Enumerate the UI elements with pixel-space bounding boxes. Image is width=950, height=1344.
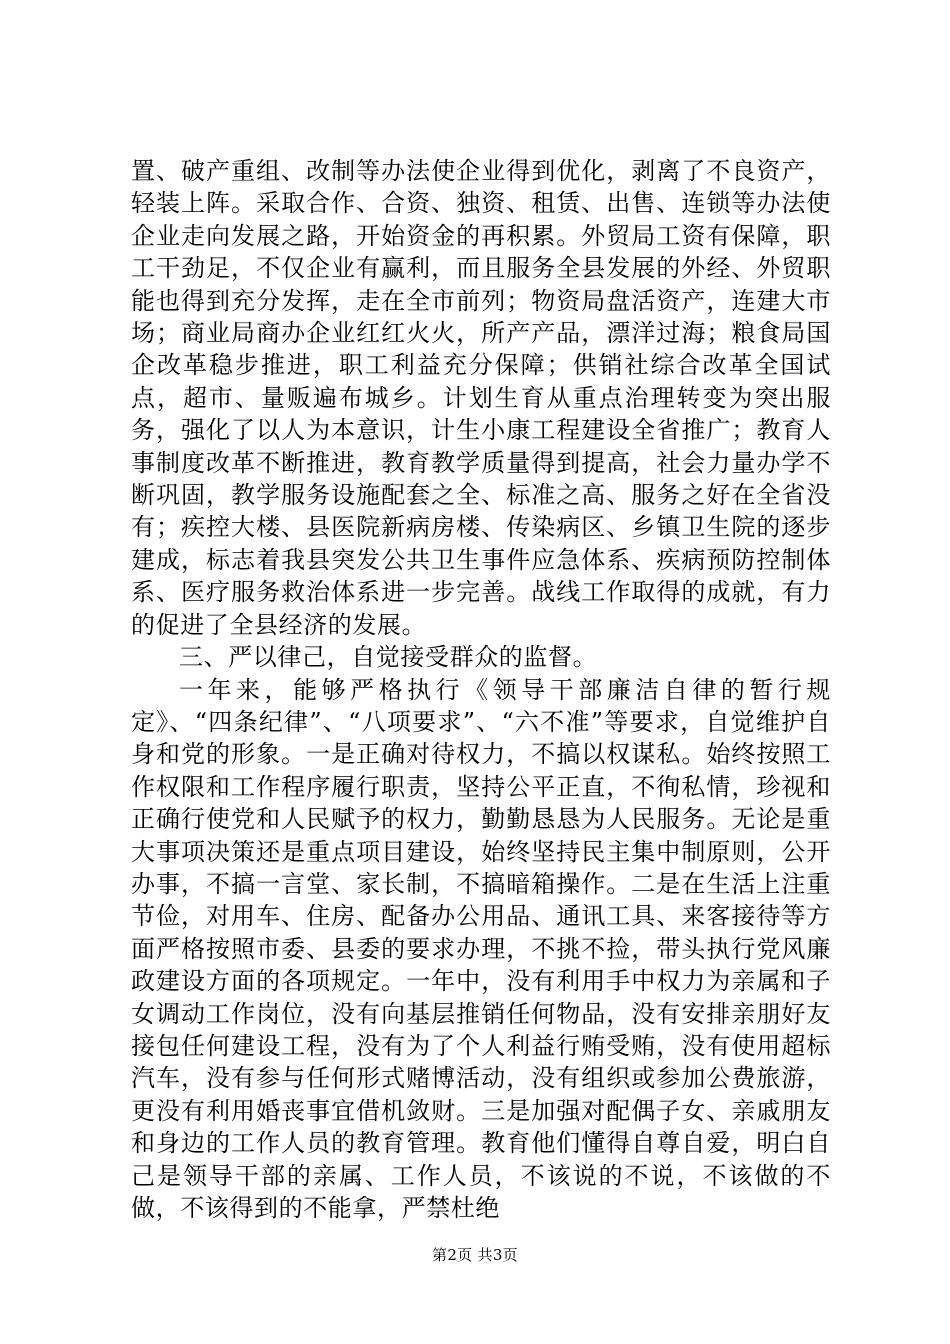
paragraph-continuation: 置、破产重组、改制等办法使企业得到优化，剥离了不良资产，轻装上阵。采取合作、合资、独资、租赁、出售、连锁等办法使企业走向发展之路，开始资金的再积累。外贸局工资有保障，职工干劲足，不仅企业有赢利，而且服务全县发展的外经、外贸职能也得到充分发挥，走在全市前列；物资局盘活资产，连建大市场；商业局商办企业红红火火，所产产品，漂洋过海；粮食局国企改革稳步推进，职工利益充分保障；供销社综合改革全国试点，超市、量贩遍布城乡。计划生育从重点治理转变为突出服务，强化了以人为本意识，计生小康工程建设全省推广；教育人事制度改革不断推进，教育教学质量得到提高，社会力量办学不断巩固，教学服务设施配套之全、标准之高、服务之好在全省没有；疾控大楼、县医院新病房楼、传染病区、乡镇卫生院的逐步建成，标志着我县突发公共卫生事件应急体系、疾病预防控制体系、医疗服务救治体系进一步完善。战线工作取得的成就，有力的促进了全县经济的发展。 [131, 157, 831, 639]
paragraph-self-discipline: 一年来，能够严格执行《领导干部廉洁自律的暂行规定》、“四条纪律”、“八项要求”、“六不准”等要求，自觉维护自身和党的形象。一是正确对待权力，不搞以权谋私。始终按照工作权限和工作程序履行职责，坚持公平正直，不徇私情，珍视和正确行使党和人民赋予的权力，勤勤恳恳为人民服务。无论是重大事项决策还是重点项目建设，始终坚持民主集中制原则，公开办事，不搞一言堂、家长制，不搞暗箱操作。二是在生活上注重节俭，对用车、住房、配备办公用品、通讯工具、来客接待等方面严格按照市委、县委的要求办理，不挑不捡，带头执行党风廉政建设方面的各项规定。一年中，没有利用手中权力为亲属和子女调动工作岗位，没有向基层推销任何物品，没有安排亲朋好友接包任何建设工程，没有为了个人利益行贿受贿，没有使用超标汽车，没有参与任何形式赌博活动，没有组织或参加公费旅游，更没有利用婚丧事宜借机敛财。三是加强对配偶子女、亲戚朋友和身边的工作人员的教育管理。教育他们懂得自尊自爱，明白自己是领导干部的亲属、工作人员，不该说的不说，不该做的不做，不该得到的不能拿，严禁杜绝 [131, 675, 831, 1222]
page-footer: 第2页 共3页 [432, 1246, 518, 1264]
document-body [131, 155, 831, 1224]
section-heading: 三、严以律己，自觉接受群众的监督。 [179, 643, 598, 672]
